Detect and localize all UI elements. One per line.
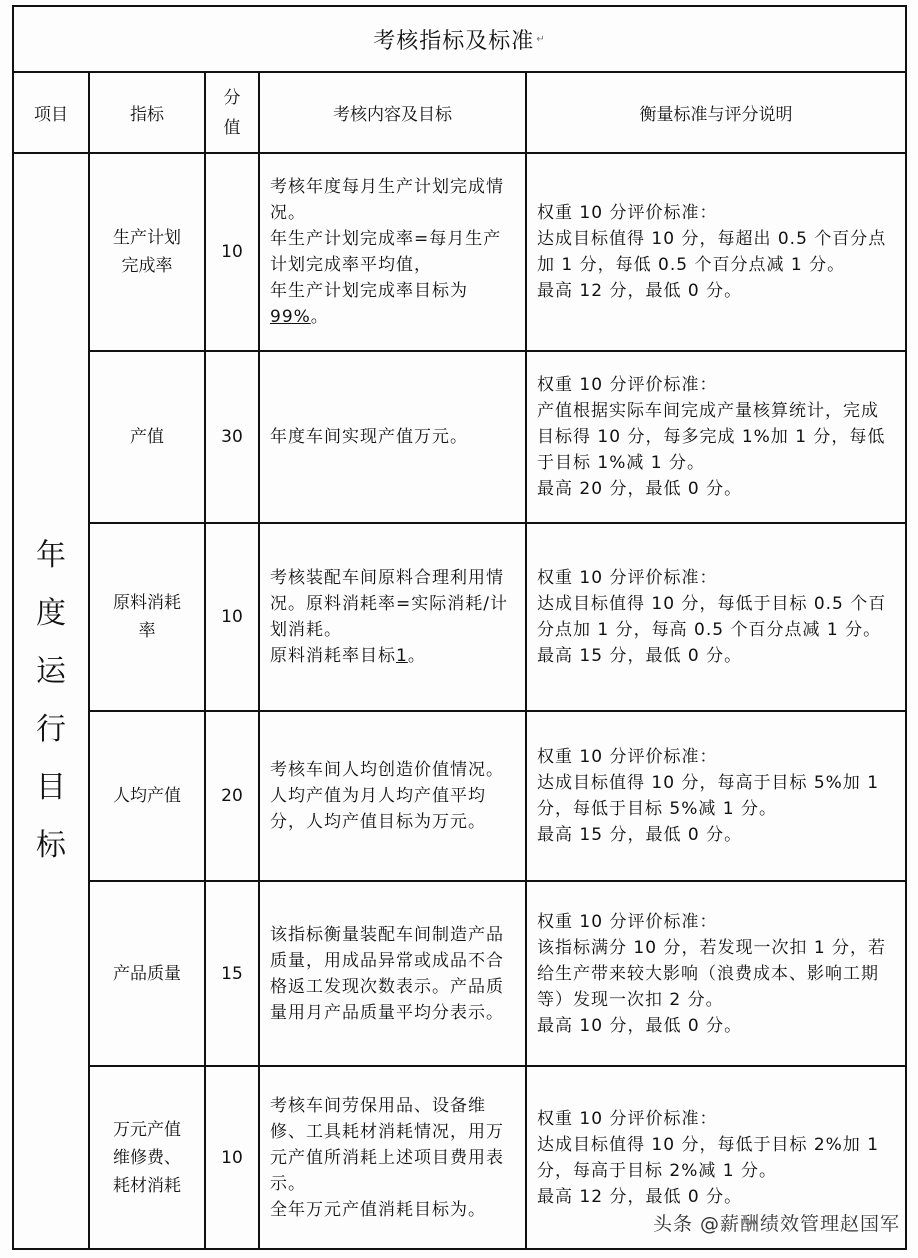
table-row-criteria — [525, 522, 907, 712]
table-row-indicator — [88, 522, 206, 712]
project-char: 行 — [36, 712, 66, 747]
criteria-line: 最高 12 分，最低 0 分。 — [537, 281, 743, 301]
score-value: 10 — [221, 607, 243, 627]
criteria-line: 权重 10 分评价标准： — [537, 375, 718, 395]
target-value: 1 — [396, 646, 408, 666]
table-row-indicator — [88, 152, 206, 352]
indicator-line: 产值 — [130, 427, 164, 447]
header-indicator — [88, 71, 206, 154]
table-row-content — [258, 350, 527, 524]
header-indicator-label: 指标 — [130, 105, 164, 125]
criteria-line: 最高 10 分，最低 0 分。 — [537, 1015, 743, 1036]
project-char: 目 — [36, 770, 66, 805]
criteria-line: 达成目标值得 10 分，每高于目标 5%加 1 分，每低于目标 5%减 1 分。 — [537, 773, 880, 819]
table-row-content — [258, 152, 527, 352]
table-row-criteria — [525, 152, 907, 352]
content-line: 年生产计划完成率目标为 — [270, 281, 468, 301]
criteria-line: 权重 10 分评价标准： — [537, 911, 718, 932]
content-line: 全年万元产值消耗目标为。 — [270, 1199, 486, 1220]
header-score-label: 分值 — [223, 87, 241, 138]
content-line: 考核装配车间原料合理利用情况。原料消耗率=实际消耗/计划消耗。 — [270, 568, 508, 640]
indicator-line: 原料消耗 — [113, 593, 181, 613]
content-line: 年度车间实现产值万元。 — [270, 427, 468, 447]
table-title-text: 考核指标及标准 — [373, 28, 535, 54]
indicator-line: 万元产值 — [113, 1119, 181, 1140]
project-char: 度 — [36, 596, 66, 631]
table-row-criteria — [525, 710, 907, 882]
score-value: 10 — [221, 1147, 243, 1168]
project-char: 年 — [36, 538, 66, 573]
project-char: 标 — [36, 828, 66, 863]
paragraph-mark-icon: ↵ — [536, 33, 546, 45]
content-line: 考核车间劳保用品、设备维修、工具耗材消耗情况，用万元产值所消耗上述项目费用表示。 — [270, 1095, 504, 1194]
project-cell — [12, 152, 90, 1250]
criteria-line: 最高 15 分，最低 0 分。 — [537, 825, 743, 845]
table-row-score — [204, 152, 260, 352]
table-row-indicator — [88, 350, 206, 524]
score-value: 10 — [221, 242, 243, 262]
table-row-content — [258, 710, 527, 882]
content-line: 。 — [310, 307, 329, 327]
criteria-line: 最高 12 分，最低 0 分。 — [537, 1186, 743, 1207]
content-line: 原料消耗率目标 — [270, 646, 396, 666]
criteria-line: 权重 10 分评价标准： — [537, 747, 718, 767]
table-row-score — [204, 880, 260, 1067]
score-value: 30 — [221, 427, 243, 447]
header-content — [258, 71, 527, 154]
table-row-content — [258, 880, 527, 1067]
content-line: 该指标衡量装配车间制造产品质量，用成品异常或成品不合格返工发现次数表示。产品质量用月产品质量平均分表示。 — [270, 924, 504, 1023]
table-row-score — [204, 350, 260, 524]
score-value: 20 — [221, 786, 243, 806]
content-line: 考核年度每月生产计划完成情况。 — [270, 177, 504, 223]
header-criteria-label: 衡量标准与评分说明 — [639, 105, 793, 125]
assessment-table — [12, 5, 907, 1250]
indicator-line: 产品质量 — [113, 963, 181, 984]
header-project — [12, 71, 90, 154]
table-row-score — [204, 1065, 260, 1250]
score-value: 15 — [221, 963, 243, 984]
criteria-line: 产值根据实际车间完成产量核算统计，完成目标得 10 分，每多完成 1%加 1 分，每低于目标 1%减 1 分。 — [537, 401, 886, 473]
header-score — [204, 71, 260, 154]
indicator-line: 人均产值 — [113, 786, 181, 806]
content-line: 考核车间人均创造价值情况。 — [270, 760, 504, 780]
criteria-line: 最高 15 分，最低 0 分。 — [537, 646, 743, 666]
target-value: 99% — [270, 307, 311, 327]
table-row-content — [258, 522, 527, 712]
content-line: 人均产值为月人均产值平均分，人均产值目标为万元。 — [270, 786, 486, 832]
project-char: 运 — [36, 654, 66, 689]
header-content-label: 考核内容及目标 — [333, 105, 452, 125]
table-row-indicator — [88, 880, 206, 1067]
criteria-line: 权重 10 分评价标准： — [537, 568, 718, 588]
criteria-line: 该指标满分 10 分，若发现一次扣 1 分，若给生产带来较大影响（浪费成本、影响工期等）发现一次扣 2 分。 — [537, 937, 887, 1010]
criteria-line: 最高 20 分，最低 0 分。 — [537, 479, 743, 499]
table-row-score — [204, 522, 260, 712]
criteria-line: 权重 10 分评价标准： — [537, 1108, 718, 1129]
table-row-indicator — [88, 710, 206, 882]
table-title — [12, 5, 907, 73]
watermark: 头条 @薪酬绩效管理赵国军 — [652, 1213, 900, 1235]
indicator-line: 生产计划 — [113, 228, 181, 248]
header-criteria — [525, 71, 907, 154]
table-row-indicator — [88, 1065, 206, 1250]
indicator-line: 完成率 — [121, 256, 173, 276]
content-line: 。 — [407, 646, 426, 666]
indicator-line: 维修费、 — [113, 1147, 181, 1168]
criteria-line: 达成目标值得 10 分，每低于目标 2%加 1 分，每高于目标 2%减 1 分。 — [537, 1134, 880, 1181]
criteria-line: 达成目标值得 10 分，每超出 0.5 个百分点加 1 分，每低 0.5 个百分点减 1 分。 — [537, 229, 887, 275]
content-line: 年生产计划完成率=每月生产计划完成率平均值， — [270, 229, 502, 275]
header-project-label: 项目 — [34, 105, 68, 125]
indicator-line: 率 — [138, 621, 156, 641]
criteria-line: 权重 10 分评价标准： — [537, 203, 718, 223]
indicator-line: 耗材消耗 — [113, 1175, 181, 1196]
table-row-content — [258, 1065, 527, 1250]
criteria-line: 达成目标值得 10 分，每低于目标 0.5 个百分点加 1 分，每高 0.5 个百分点减 1 分。 — [537, 594, 887, 640]
table-row-criteria — [525, 880, 907, 1067]
table-row-criteria — [525, 350, 907, 524]
table-row-score — [204, 710, 260, 882]
